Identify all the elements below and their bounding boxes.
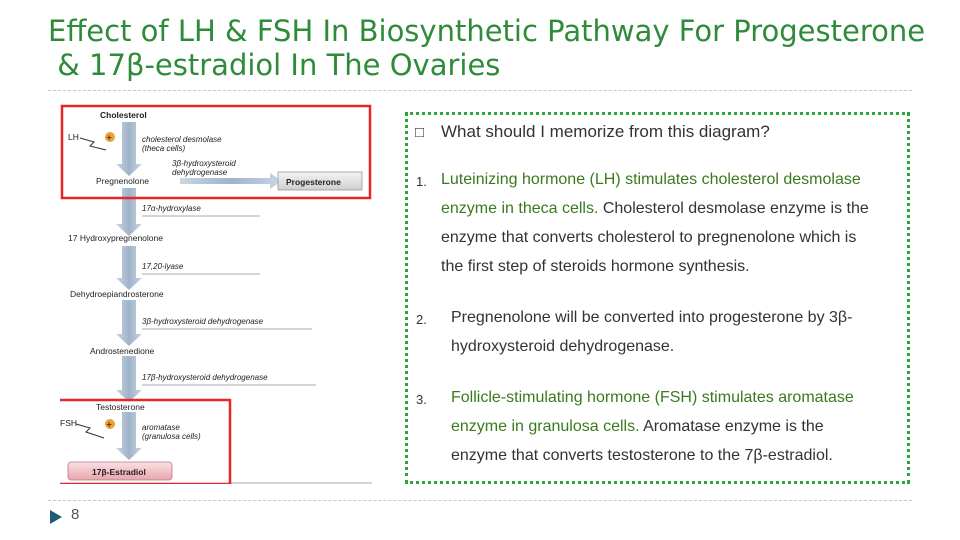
fsh-zigzag: [76, 424, 104, 438]
arrow-chol-preg: [116, 122, 142, 176]
item-3-line-3: enzyme that converts testosterone to the 7β-estradiol.: [451, 447, 833, 464]
label-desmolase-2: (theca cells): [142, 144, 186, 153]
label-17-20-lyase: 17,20-lyase: [142, 262, 184, 271]
item-1-line-4: the first step of steroids hormone synthesis.: [441, 258, 750, 275]
label-pregnenolone: Pregnenolone: [96, 176, 149, 186]
lh-zigzag: [80, 138, 106, 150]
label-3bhsd-1: 3β-hydroxysteroid: [172, 159, 236, 168]
arrow-dhea-andro: [116, 300, 142, 346]
label-lh: LH: [68, 132, 79, 142]
plus-sign-fsh: +: [106, 419, 112, 430]
item-2-text: [451, 303, 852, 361]
label-aromatase-2: (granulosa cells): [142, 432, 201, 441]
item-3-line-1: Follicle-stimulating hormone (FSH) stimulates aromatase: [451, 389, 854, 406]
label-cholesterol: Cholesterol: [100, 110, 147, 120]
label-17bhsd: 17β-hydroxysteroid dehydrogenase: [142, 373, 268, 382]
arrow-17oh-dhea: [116, 246, 142, 290]
top-divider: [48, 90, 912, 91]
item-2-line-2: hydroxysteroid dehydrogenase.: [451, 338, 675, 355]
arrow-andro-testo: [116, 356, 142, 402]
label-androstenedione: Androstenedione: [90, 346, 155, 356]
label-testosterone: Testosterone: [96, 402, 145, 412]
item-2-line-1: Pregnenolone will be converted into progesterone by 3β-: [451, 309, 853, 326]
title-line-1: Effect of LH & FSH In Biosynthetic Pathway For Progesterone: [48, 14, 926, 48]
title-line-2: & 17β-estradiol In The Ovaries: [48, 48, 501, 82]
item-3-text: [451, 383, 854, 470]
label-aromatase-1: aromatase: [142, 423, 180, 432]
label-desmolase-1: cholesterol desmolase: [142, 135, 222, 144]
label-estradiol: 17β-Estradiol: [92, 467, 146, 477]
play-arrow-icon: [48, 509, 64, 525]
item-1-line-3: enzyme that converts cholesterol to pregnenolone which is: [441, 229, 857, 246]
plus-sign-lh: +: [106, 132, 112, 143]
item-1-line-2: enzyme in theca cells. Cholesterol desmolase enzyme is the: [441, 200, 869, 217]
label-3bhsd-full: 3β-hydroxysteroid dehydrogenase: [142, 317, 264, 326]
arrow-preg-17oh: [116, 188, 142, 236]
checkbox-bullet-icon: □: [415, 124, 425, 141]
label-fsh: FSH: [60, 418, 77, 428]
arrow-testo-e2: [116, 412, 142, 460]
item-3-line-2: enzyme in granulosa cells. Aromatase enzyme is the: [451, 418, 824, 435]
item-1-text: [441, 165, 869, 281]
item-1-line-1: Luteinizing hormone (LH) stimulates cholesterol desmolase: [441, 171, 861, 188]
label-3bhsd-2: dehydrogenase: [172, 168, 228, 177]
label-17a-hydroxylase: 17α-hydroxylase: [142, 204, 201, 213]
label-progesterone: Progesterone: [286, 177, 341, 187]
label-17-hydroxypregnenolone: 17 Hydroxypregnenolone: [68, 233, 163, 243]
bottom-divider: [48, 500, 912, 501]
label-dhea: Dehydroepiandrosterone: [70, 289, 164, 299]
item-1-number: 1.: [416, 174, 427, 189]
slide-title: [48, 14, 928, 82]
question-text: What should I memorize from this diagram?: [441, 122, 770, 141]
page-number: 8: [71, 506, 80, 523]
question-line: [415, 122, 770, 142]
item-3-number: 3.: [416, 392, 427, 407]
steroid-pathway-diagram: [60, 104, 372, 484]
item-2-number: 2.: [416, 312, 427, 327]
